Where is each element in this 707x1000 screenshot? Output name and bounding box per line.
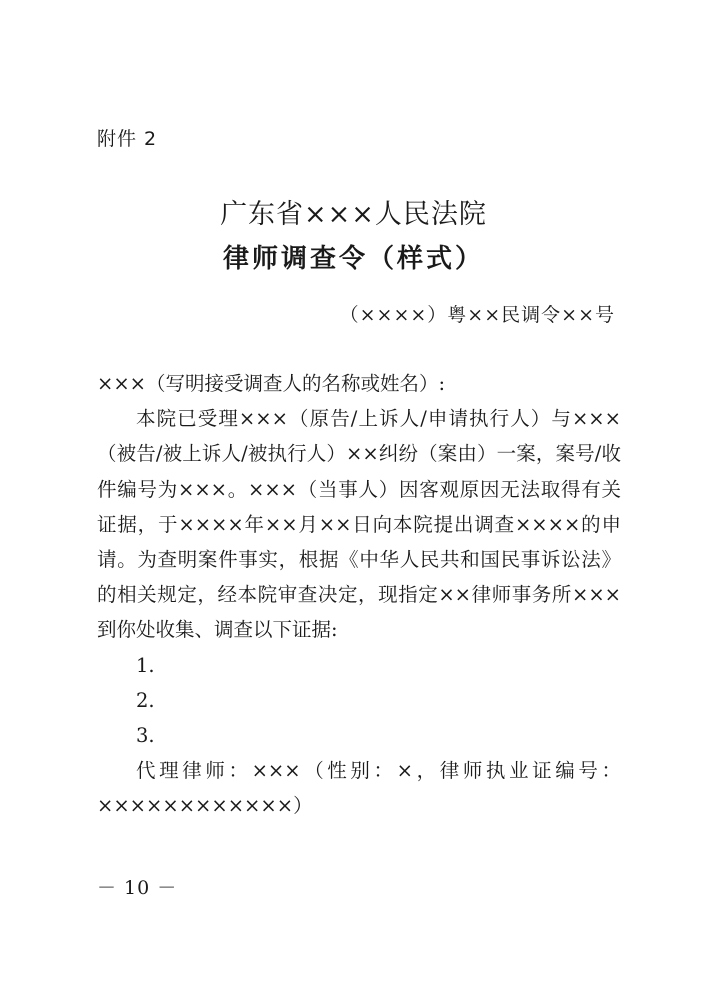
evidence-item-2: 2. [136, 688, 155, 712]
evidence-item-3: 3. [136, 724, 155, 748]
document-title: 律师调查令（样式） [222, 244, 484, 274]
evidence-item-1: 1. [136, 653, 155, 677]
attachment-label: 附件 2 [97, 128, 158, 150]
document-body [97, 366, 621, 824]
main-paragraph: 本院已受理×××（原告/上诉人/申请执行人）与×××（被告/被上诉人/被执行人）××纠纷（案由）一案，案号/收件编号为×××。×××（当事人）因客观原因无法取得有关证据，于××××年××月××日向本院提出调查××××的申请。为查明案件事实，根据《中华人民共和国民事诉讼法》的相关规定，经本院审查决定，现指定××律师事务所×××到你处收集、调查以下证据: [97, 407, 621, 642]
court-name: 广东省×××人民法院 [220, 199, 487, 230]
document-number: （××××）粤××民调令××号 [339, 304, 615, 326]
agent-lawyer-paragraph: 代理律师：×××（性别：×，律师执业证编号：××××××××××××） [97, 759, 621, 818]
addressee-line: ×××（写明接受调查人的名称或姓名）: [97, 372, 446, 395]
page-number: － 10 － [97, 877, 178, 899]
